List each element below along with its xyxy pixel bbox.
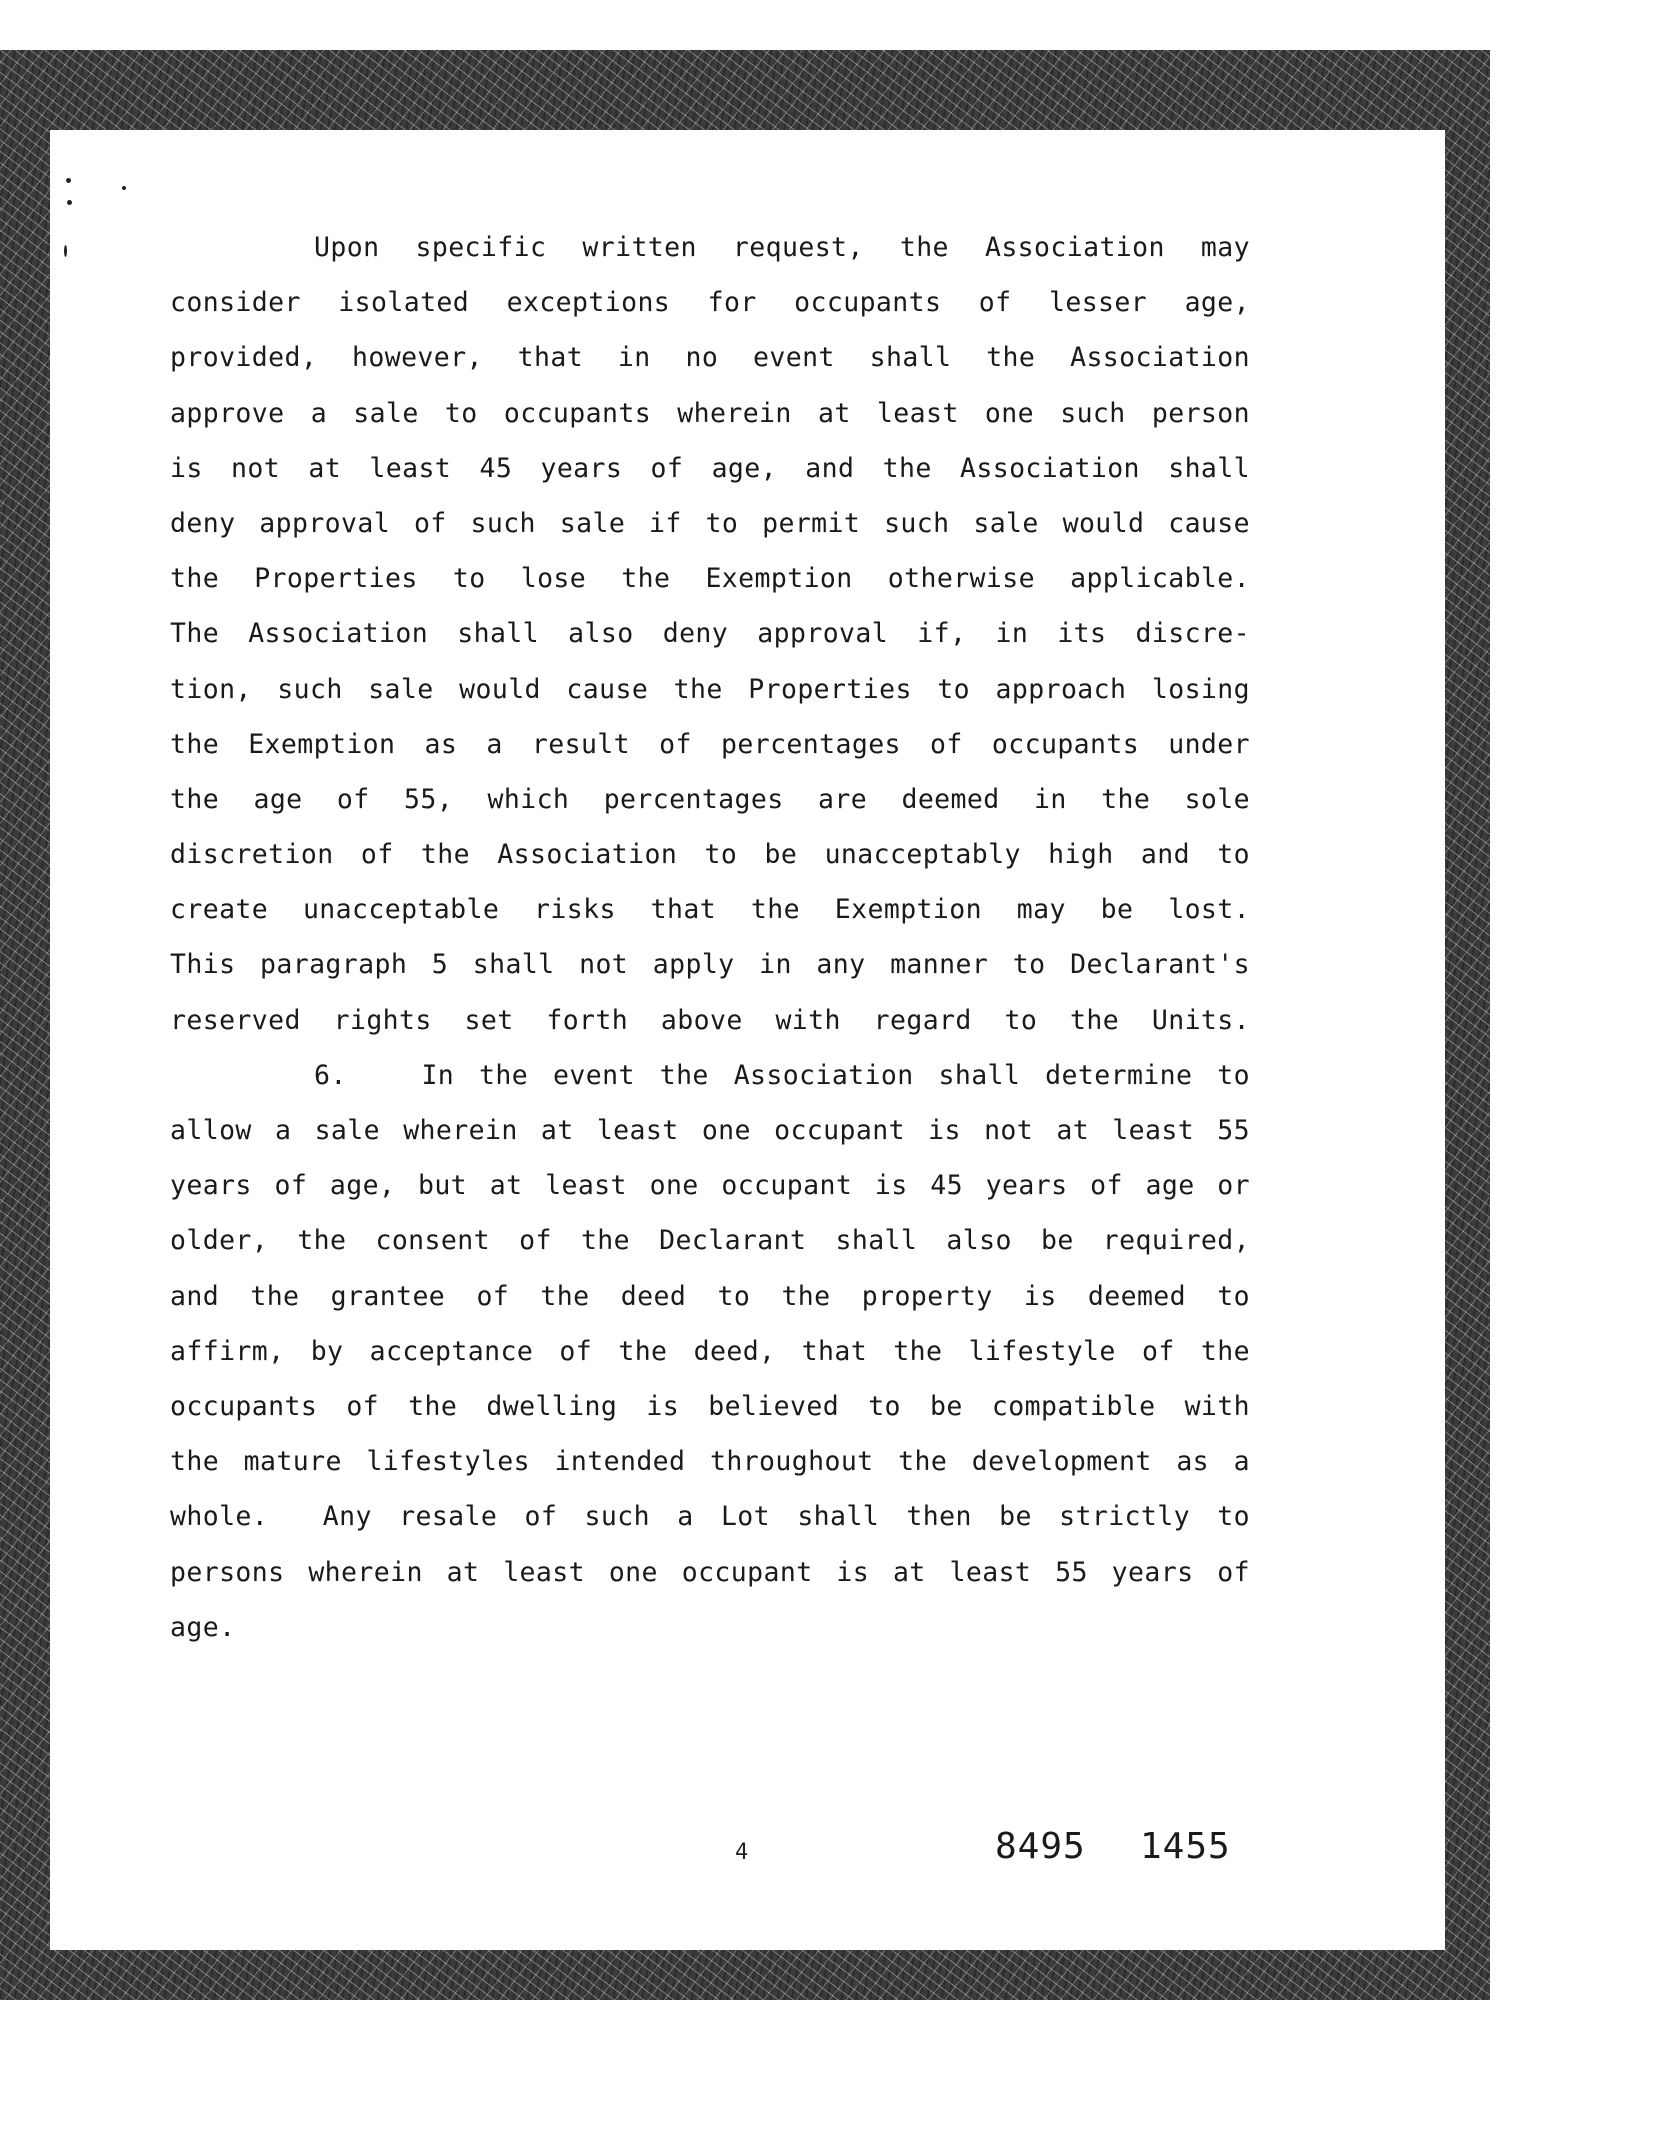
text-line: reserved rights set forth above with regard to the Units.	[170, 1004, 1250, 1036]
text-line: and the grantee of the deed to the property is deemed to	[170, 1280, 1250, 1312]
text-line: approve a sale to occupants wherein at least one such person	[170, 397, 1250, 429]
text-line: provided, however, that in no event shall the Association	[170, 342, 1250, 374]
scan-speck	[122, 186, 126, 190]
text-line: years of age, but at least one occupant is 45 years of age or	[170, 1170, 1250, 1202]
scan-speck	[67, 200, 72, 205]
text-line: whole. Any resale of such a Lot shall then be strictly to	[170, 1501, 1250, 1533]
scan-speck	[64, 245, 67, 257]
body-text	[170, 220, 1250, 1655]
scan-speck	[66, 178, 71, 183]
text-line: persons wherein at least one occupant is at least 55 years of	[170, 1556, 1250, 1588]
text-line: discretion of the Association to be unacceptably high and to	[170, 839, 1250, 871]
text-line: older, the consent of the Declarant shall also be required,	[170, 1225, 1250, 1257]
text-line: The Association shall also deny approval if, in its discre-	[170, 618, 1250, 650]
text-line: the age of 55, which percentages are deemed in the sole	[170, 783, 1250, 815]
text-line: the mature lifestyles intended throughout the development as a	[170, 1446, 1250, 1478]
text-line: consider isolated exceptions for occupants of lesser age,	[170, 287, 1250, 319]
text-line: the Properties to lose the Exemption otherwise applicable.	[170, 563, 1250, 595]
text-line: allow a sale wherein at least one occupant is not at least 55	[170, 1115, 1250, 1146]
text-line: Upon specific written request, the Association may	[314, 232, 1250, 263]
text-line: is not at least 45 years of age, and the Association shall	[170, 452, 1250, 484]
text-line: occupants of the dwelling is believed to be compatible with	[170, 1390, 1250, 1422]
text-line: age.	[170, 1611, 236, 1643]
text-line: 6. In the event the Association shall determine to	[314, 1059, 1250, 1091]
text-line: This paragraph 5 shall not apply in any manner to Declarant's	[170, 949, 1250, 981]
text-line: tion, such sale would cause the Properties to approach losing	[170, 673, 1250, 705]
text-line: create unacceptable risks that the Exemption may be lost.	[170, 894, 1250, 926]
text-line: the Exemption as a result of percentages of occupants under	[170, 728, 1250, 760]
text-line: affirm, by acceptance of the deed, that the lifestyle of the	[170, 1335, 1250, 1367]
page-number: 4	[735, 1840, 749, 1865]
text-line: deny approval of such sale if to permit such sale would cause	[170, 507, 1250, 539]
recording-page-number: 1455	[1140, 1826, 1231, 1867]
book-number: 8495	[995, 1826, 1086, 1867]
